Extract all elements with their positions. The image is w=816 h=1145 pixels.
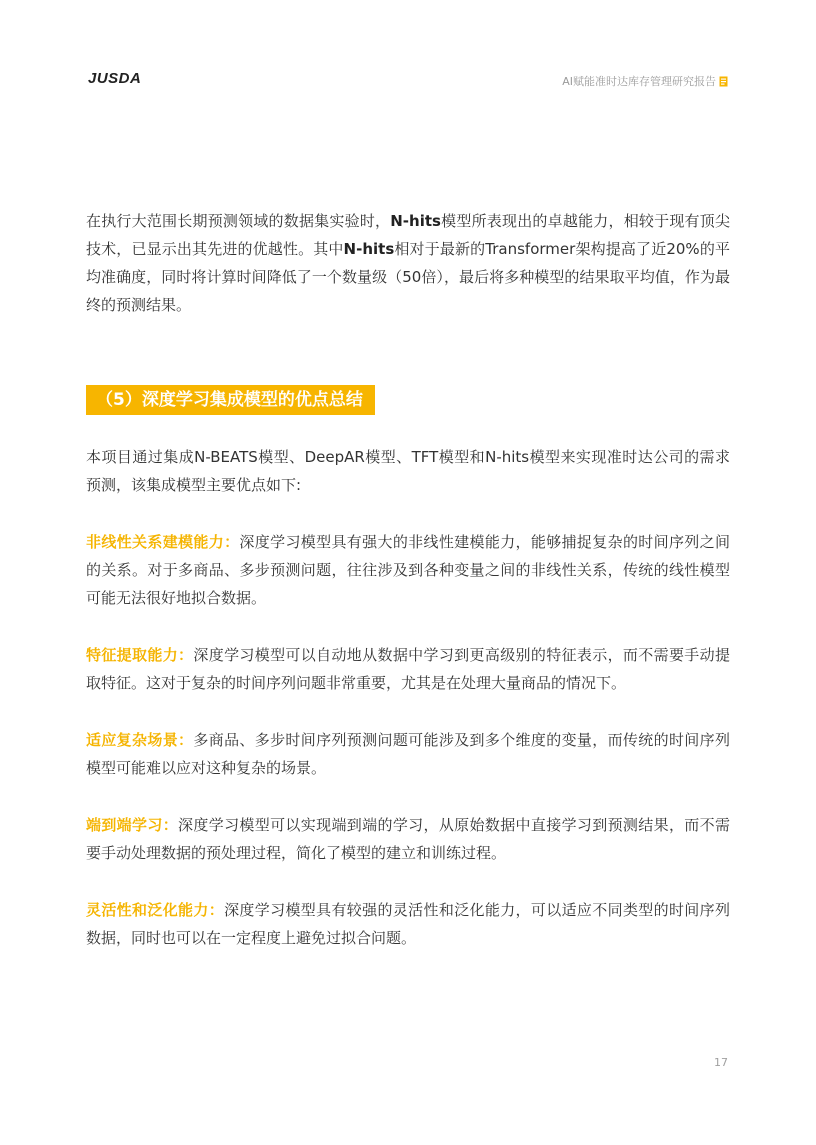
section-lead: 本项目通过集成N-BEATS模型、DeepAR模型、TFT模型和N-hits模型来实现准时达公司的需求预测，该集成模型主要优点如下: — [86, 448, 730, 494]
jusda-logo: JUSDA — [88, 70, 142, 87]
intro-text-3: 相对于最新的Transformer架构提高了近20%的平均准确度，同时将计算时间降低了一个数量级（50倍），最后将多种模型的结果取平均值，作为最终的预测结果。 — [86, 240, 730, 314]
report-title: AI赋能准时达库存管理研究报告 — [562, 75, 716, 88]
advantage-item — [86, 726, 730, 782]
advantage-item — [86, 811, 730, 867]
advantage-title: 端到端学习： — [86, 816, 179, 834]
page-content — [86, 207, 730, 952]
advantage-text: 深度学习模型可以实现端到端的学习，从原始数据中直接学习到预测结果，而不需要手动处理数据的预处理过程，简化了模型的建立和训练过程。 — [86, 816, 730, 862]
advantage-item — [86, 896, 730, 952]
intro-text-2: 模型所表现出的卓越能力，相较于现有顶尖技术，已显示出其先进的优越性。其中 — [86, 212, 730, 258]
advantage-text: 多商品、多步时间序列预测问题可能涉及到多个维度的变量，而传统的时间序列模型可能难以应对这种复杂的场景。 — [86, 731, 730, 777]
advantage-item — [86, 641, 730, 697]
advantage-text: 深度学习模型可以自动地从数据中学习到更高级别的特征表示，而不需要手动提取特征。这对于复杂的时间序列问题非常重要，尤其是在处理大量商品的情况下。 — [86, 646, 730, 692]
report-header — [562, 73, 729, 89]
intro-text-1: 在执行大范围长期预测领域的数据集实验时， — [86, 212, 391, 230]
advantage-title: 适应复杂场景： — [86, 731, 194, 749]
intro-bold-nhits-2: N-hits — [343, 240, 395, 258]
advantage-title: 灵活性和泛化能力： — [86, 901, 225, 919]
advantage-title: 特征提取能力： — [86, 646, 194, 664]
section-heading: （5）深度学习集成模型的优点总结 — [86, 385, 375, 415]
intro-paragraph — [86, 207, 730, 319]
book-icon — [719, 76, 729, 87]
advantage-item — [86, 528, 730, 612]
page-number: 17 — [714, 1056, 728, 1069]
advantage-text: 深度学习模型具有较强的灵活性和泛化能力，可以适应不同类型的时间序列数据，同时也可以在一定程度上避免过拟合问题。 — [86, 901, 730, 947]
advantage-title: 非线性关系建模能力： — [86, 533, 240, 551]
intro-bold-nhits-1: N-hits — [390, 212, 441, 230]
advantage-text: 深度学习模型具有强大的非线性建模能力，能够捕捉复杂的时间序列之间的关系。对于多商品、多步预测问题，往往涉及到各种变量之间的非线性关系，传统的线性模型可能无法很好地拟合数据。 — [86, 533, 730, 607]
